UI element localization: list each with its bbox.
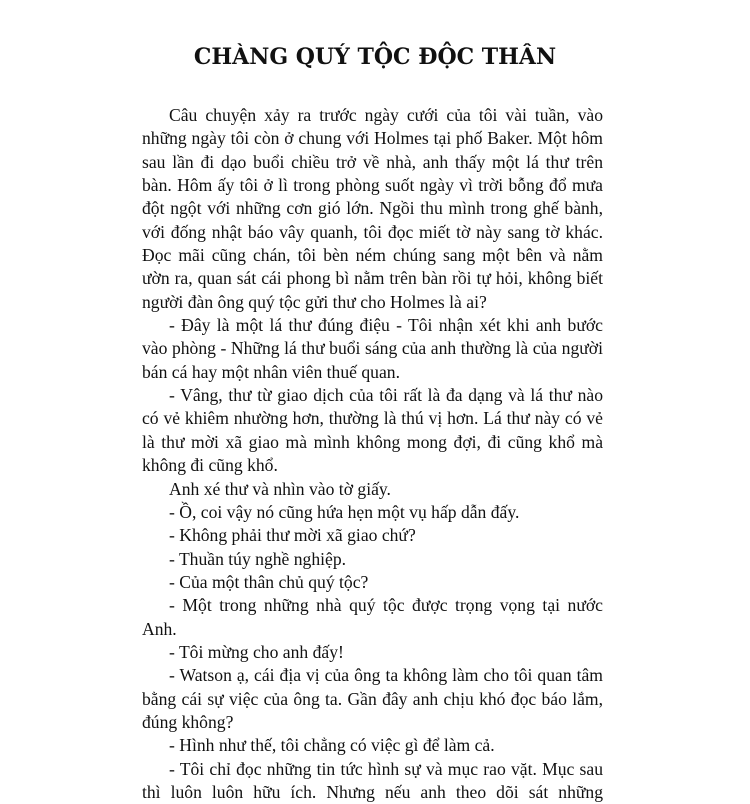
paragraph: Câu chuyện xảy ra trước ngày cưới của tôi vài tuần, vào những ngày tôi còn ở chung với Holmes tại phố Baker. Một hôm sau lần đi dạo buổi chiều trở về nhà, anh thấy một lá thư trên bàn. Hôm ấy tôi ở lì trong phòng suốt ngày vì trời bỗng đổ mưa đột ngột với những cơn gió lớn. Ngồi thu mình trong ghế bành, với đống nhật báo vây quanh, tôi đọc miết tờ này sang tờ khác. Đọc mãi cũng chán, tôi bèn ném chúng sang một bên và nằm ườn ra, quan sát cái phong bì nằm trên bàn rồi tự hỏi, không biết người đàn ông quý tộc gửi thư cho Holmes là ai? [142, 105, 603, 312]
paragraph: - Đây là một lá thư đúng điệu - Tôi nhận xét khi anh bước vào phòng - Những lá thư buổi sáng của anh thường là của người bán cá hay một nhân viên thuế quan. [142, 315, 603, 382]
paragraph: Anh xé thư và nhìn vào tờ giấy. [169, 478, 391, 499]
paragraph: - Của một thân chủ quý tộc? [169, 571, 369, 592]
paragraph: - Tôi chỉ đọc những tin tức hình sự và mục rao vặt. Mục sau thì luôn luôn hữu ích. Nhưng nếu anh theo dõi sát những [142, 758, 603, 802]
paragraph: - Vâng, thư từ giao dịch của tôi rất là đa dạng và lá thư nào có vẻ khiêm nhường hơn, thường là thú vị hơn. Lá thư này có vẻ là thư mời xã giao mà mình không mong đợi, đi cũng khổ mà không đi cũng khổ. [142, 385, 603, 476]
paragraph: - Watson ạ, cái địa vị của ông ta không làm cho tôi quan tâm bằng cái sự việc của ông ta. Gần đây anh chịu khó đọc báo lắm, đúng không? [142, 665, 603, 732]
paragraph: - Ồ, coi vậy nó cũng hứa hẹn một vụ hấp dẫn đấy. [169, 501, 520, 522]
chapter-title: CHÀNG QUÝ TỘC ĐỘC THÂN [193, 44, 557, 70]
paragraph: - Tôi mừng cho anh đấy! [169, 641, 344, 662]
chapter-body [142, 104, 603, 804]
paragraph: - Không phải thư mời xã giao chứ? [169, 525, 416, 546]
paragraph: - Một trong những nhà quý tộc được trọng vọng tại nước Anh. [142, 595, 603, 639]
paragraph: - Thuần túy nghề nghiệp. [169, 548, 347, 569]
paragraph: - Hình như thế, tôi chẳng có việc gì để làm cả. [169, 735, 495, 756]
